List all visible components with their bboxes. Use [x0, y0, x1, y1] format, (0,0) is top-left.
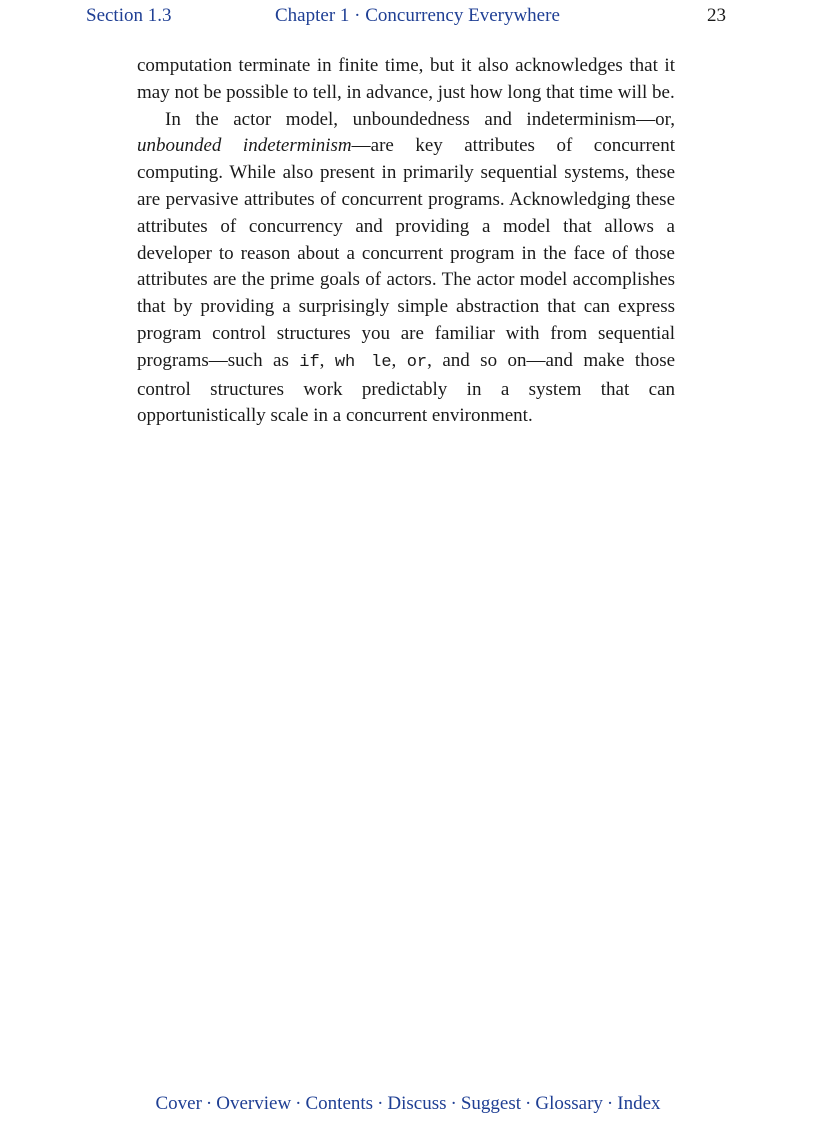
- footer-link-overview[interactable]: Overview: [216, 1093, 292, 1114]
- footer-link-discuss[interactable]: Discuss: [387, 1093, 447, 1114]
- page-header: [0, 4, 816, 30]
- paragraph-actor-model: [137, 107, 675, 431]
- code-while: wh le: [334, 352, 392, 372]
- text-run: ,: [391, 349, 407, 371]
- separator: ·: [295, 1093, 302, 1114]
- footer-link-cover[interactable]: Cover: [155, 1093, 202, 1114]
- footer-link-glossary[interactable]: Glossary: [535, 1093, 603, 1114]
- separator: ·: [525, 1093, 532, 1114]
- code-if: if: [299, 352, 320, 372]
- code-for: or: [406, 352, 428, 372]
- text-run: , and so on—and make those control structures work predictably in a system that can opportunistically scale in a concurrent environment.: [137, 349, 676, 427]
- body-text: [137, 53, 675, 430]
- separator: ·: [205, 1093, 213, 1114]
- separator: ·: [377, 1093, 384, 1114]
- text-run: —are key attributes of concurrent computing. While also present in primarily sequential systems, these are pervasive attributes of concurrent programs. Acknowledging these attributes of concurrency and providing a model that allows a developer to reason about a concurrent program in the face of those attributes are the prime goals of actors. The actor model accomplishes that by providing a surprisingly simple abstraction that can express program control structures you are familiar with from sequential programs—such as: [137, 135, 675, 371]
- chapter-link[interactable]: Chapter 1 · Concurrency Everywhere: [275, 5, 560, 26]
- footer-link-index[interactable]: Index: [617, 1093, 661, 1114]
- page-number: 23: [707, 5, 726, 26]
- section-link[interactable]: Section 1.3: [86, 5, 172, 26]
- separator: ·: [450, 1093, 457, 1114]
- text-run: In the actor model, unboundedness and indeterminism—or,: [165, 108, 675, 130]
- separator: ·: [606, 1093, 614, 1114]
- footer-link-contents[interactable]: Contents: [305, 1093, 374, 1114]
- footer-link-suggest[interactable]: Suggest: [460, 1093, 522, 1114]
- footer-nav: [0, 1092, 816, 1116]
- emphasis-term: unbounded indeterminism: [137, 135, 352, 157]
- text-run: ,: [319, 349, 335, 371]
- paragraph-continuation: computation terminate in finite time, but it also acknowledges that it may not be possible to tell, in advance, just how long that time will be.: [137, 55, 675, 103]
